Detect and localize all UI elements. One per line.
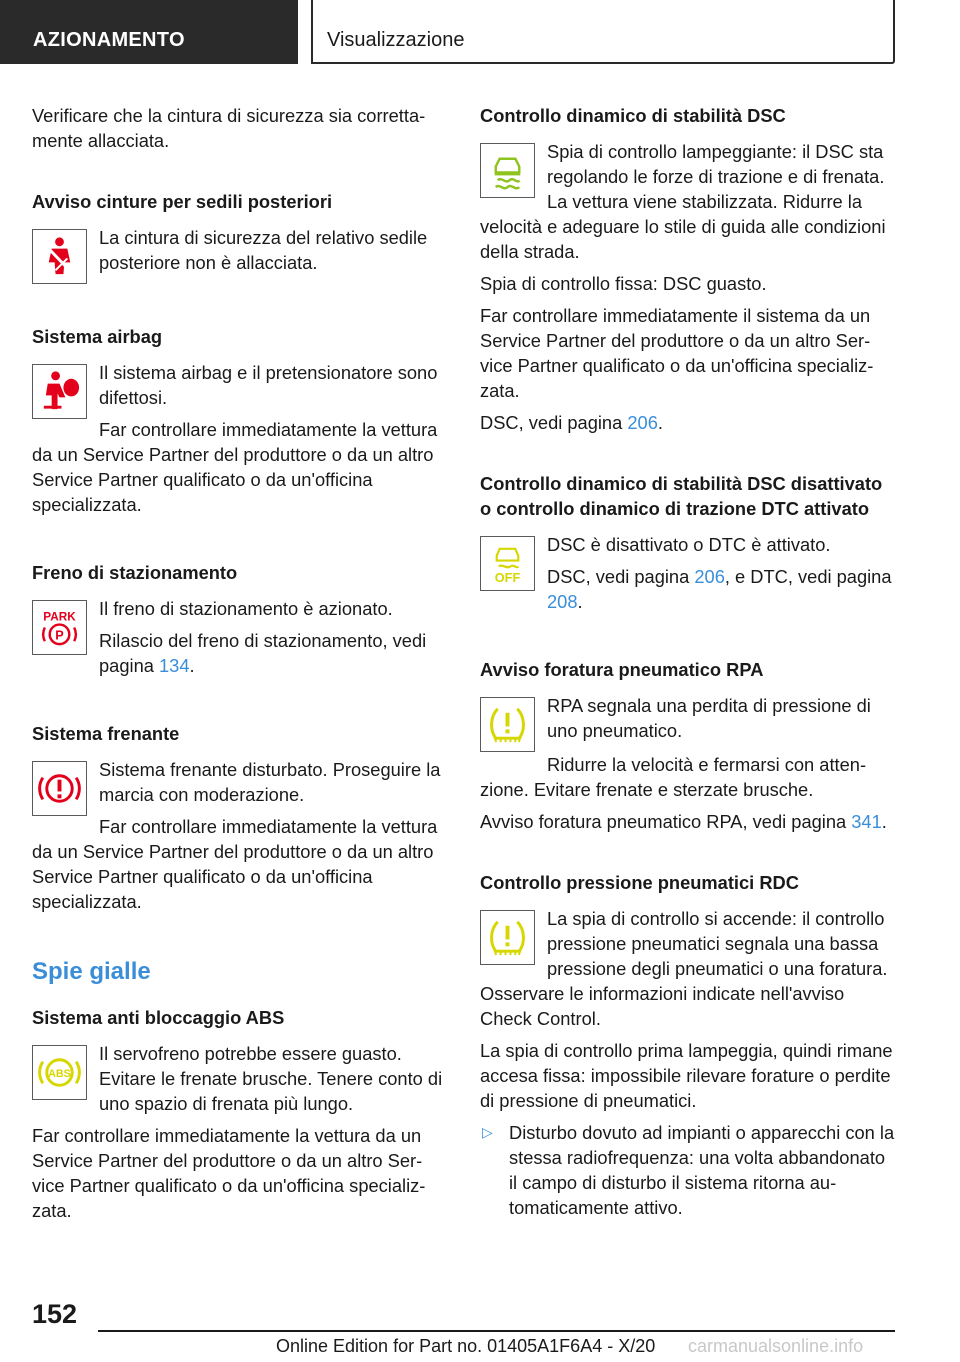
park-page-link[interactable]: 134 [158,655,190,676]
dsc-off-label: OFF [494,570,521,586]
abs-entry [32,1041,447,1123]
dsc-text-3: Far controllare immediatamente il sistema da un Service Partner del produttore o da un altro Service Partner qualificato o da un'officina specializzata. [480,305,874,401]
rpa-text-2: Ridurre la velocità e fermarsi con attenzione. Evitare frenate e sterzate brusche. [480,754,867,800]
dsc-entry [480,139,895,271]
dsc-skid-icon [480,143,535,198]
dsc-text-1: Spia di controllo lampeggiante: il DSC sta regolando le forze di trazione e di frenata. La vettura viene stabilizzata. Ridurre la velocità e adeguare lo stile di guida alle condizioni della strada. [480,141,886,262]
rpa-ref [480,809,895,834]
park-text-1: Il freno di stazionamento è azionato. [99,598,393,619]
abs-label: ABS [48,1067,71,1080]
rpa-ref-end: . [881,811,887,832]
dsc-ref-text: DSC, vedi pagina [480,412,628,433]
dsc-page-link[interactable]: 206 [627,412,658,433]
left-column [32,103,447,1230]
dsc-text-2: Spia di controllo fissa: DSC guasto. [480,273,767,294]
rdc-text-2: La spia di controllo prima lampeggia, quindi rimane accesa fissa: impossibile rilevare forature o perdite di pressione di pneumatici. [480,1040,893,1111]
abs-text-2: Far controllare immediatamente la vettura da un Service Partner del produttore o da un altro Service Partner qualificato o da un'officina specializzata. [32,1125,426,1221]
dsc-off-ref-2: , e DTC, vedi pagina [724,566,892,587]
abs-heading: Sistema anti bloccaggio ABS [32,1007,285,1028]
brake-warning-icon [32,761,87,816]
rpa-page-link[interactable]: 341 [851,811,882,832]
rdc-entry [480,906,895,1038]
footer-edition: Online Edition for Part no. 01405A1F6A4 - X/20 [276,1336,656,1356]
section-tab: AZIONAMENTO [0,0,298,64]
park-ref-text: Rilascio del freno di stazionamento, vedi pagina [99,630,427,676]
airbag-warning-icon [32,364,87,419]
park-entry [32,596,447,685]
park-ref-end: . [189,655,195,676]
rpa-entry [480,693,895,756]
dsc-heading: Controllo dinamico di stabilità DSC [480,105,786,126]
dsc-off-page-link-2[interactable]: 208 [547,591,578,612]
rdc-bullet-text: Disturbo dovuto ad impianti o apparecchi con la stessa radiofrequenza: una volta abbandonato il campo di disturbo il sistema ritorna automaticamente attivo. [509,1122,895,1218]
rdc-heading: Controllo pressione pneumatici RDC [480,872,799,893]
brake-heading: Sistema frenante [32,723,180,744]
dsc-off-icon [480,536,535,591]
rpa-heading: Avviso foratura pneumatico RPA [480,659,764,680]
dsc-off-text-1: DSC è disattivato o DTC è attivato. [547,534,831,555]
dsc-ref [480,410,895,435]
tire-pressure-monitor-icon [480,910,535,965]
tire-pressure-warning-icon [480,697,535,752]
abs-warning-icon [32,1045,87,1100]
footer-divider [98,1330,895,1332]
seatbelt-warning-icon [32,229,87,284]
yellow-lights-heading: Spie gialle [32,958,151,985]
airbag-heading: Sistema airbag [32,326,163,347]
park-heading: Freno di stazionamento [32,562,238,583]
dsc-ref-end: . [657,412,663,433]
park-brake-icon [32,600,87,655]
rdc-text-1: La spia di controllo si accende: il controllo pressione pneumatici segnala una bassa pressione degli pneumatici o una foratura. Osservare le informazioni indicate nell'avviso Check Control. [480,908,888,1029]
intro-text: Verificare che la cintura di sicurezza sia correttamente allacciata. [32,105,426,151]
bullet-triangle-icon: ▷ [482,1124,493,1140]
dsc-off-ref-1: DSC, vedi pagina [547,566,695,587]
belt-text: La cintura di sicurezza del relativo sedile posteriore non è allacciata. [99,227,428,273]
brake-text-2: Far controllare immediatamente la vettura da un Service Partner del produttore o da un altro Service Partner qualificato o da un'officina specializzata. [32,816,438,912]
dsc-off-page-link-1[interactable]: 206 [694,566,725,587]
belt-entry [32,225,447,288]
airbag-entry [32,360,447,524]
abs-text-1: Il servofreno potrebbe essere guasto. Evitare le frenate brusche. Tenere conto di uno spazio di frenata più lungo. [99,1043,443,1114]
rpa-ref-text: Avviso foratura pneumatico RPA, vedi pagina [480,811,852,832]
dsc-off-ref-end: . [577,591,583,612]
dsc-off-entry [480,532,895,621]
dsc-off-ref [480,564,895,614]
rdc-bullet [480,1120,895,1220]
right-column [480,103,895,1227]
airbag-text-2: Far controllare immediatamente la vettura da un Service Partner del produttore o da un altro Service Partner qualificato o da un'officina specializzata. [32,419,438,515]
park-label: PARK [43,610,76,624]
brake-entry [32,757,447,921]
airbag-text-1: Il sistema airbag e il pretensionatore sono difettosi. [99,362,438,408]
page-number: 152 [32,1299,78,1329]
belt-heading: Avviso cinture per sedili posteriori [32,191,333,212]
park-text-2 [32,628,447,678]
svg-text:P: P [55,627,64,643]
dsc-off-heading: Controllo dinamico di stabilità DSC disattivato o controllo dinamico di trazione DTC attivato [480,473,883,519]
brake-text-1: Sistema frenante disturbato. Proseguire la marcia con moderazione. [99,759,441,805]
rpa-text-1: RPA segnala una perdita di pressione di uno pneumatico. [547,695,871,741]
chapter-title: Visualizzazione [311,0,895,64]
watermark-text: carmanualsonline.info [688,1336,864,1356]
